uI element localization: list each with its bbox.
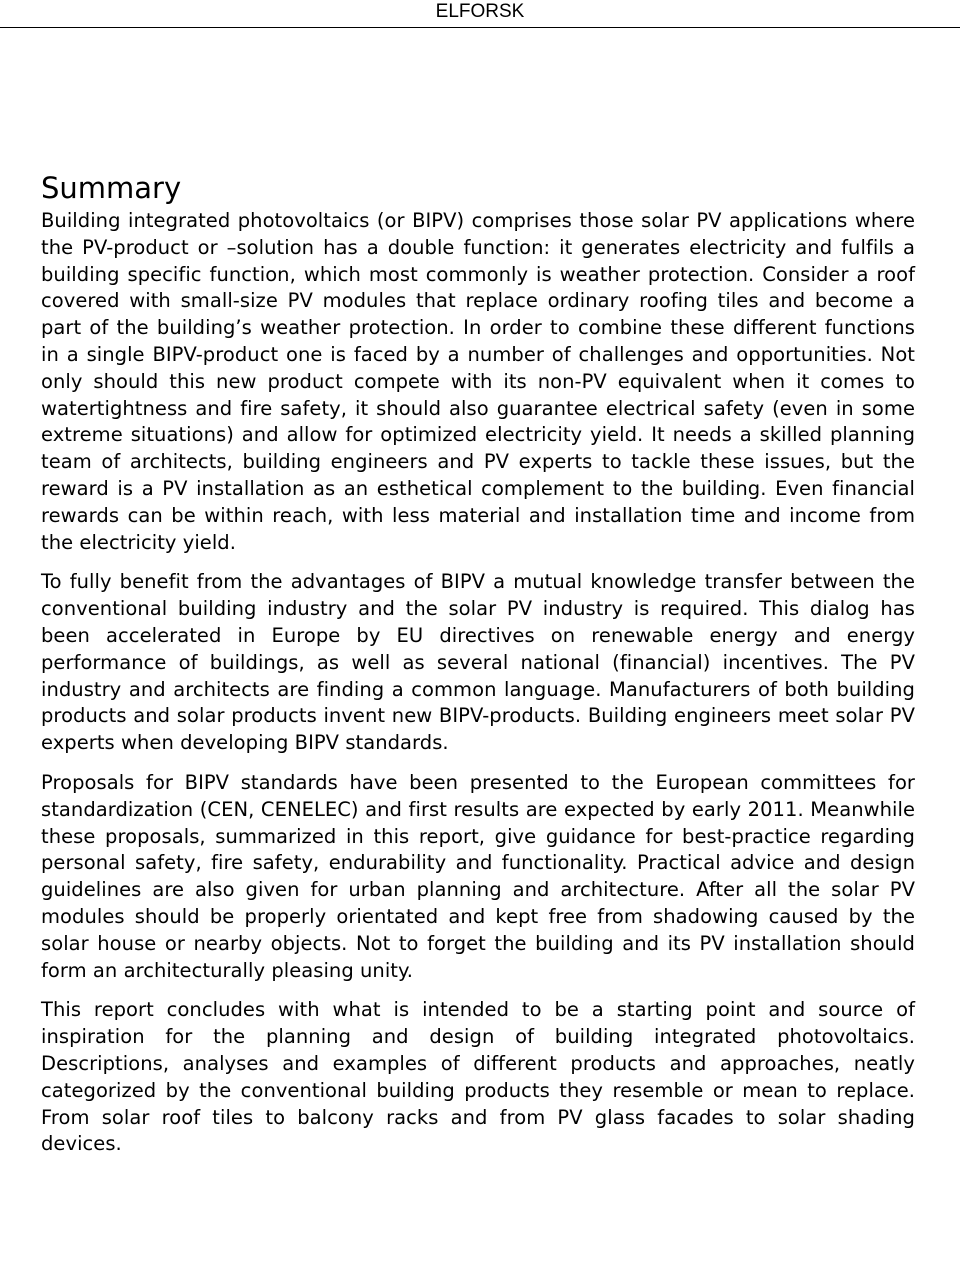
paragraph-3: Proposals for BIPV standards have been presented to the European committees for standardization (CEN, CENELEC) and first results are expected by early 2011. Meanwhile these proposals, summarized in this report, give guidance for best-practice regarding personal safety, fire safety, endurability and functionality. Practical advice and design guidelines are also given for urban planning and architecture. After all the solar PV modules should be properly orientated and kept free from shadowing caused by the solar house or nearby objects. Not to forget the building and its PV installation should form an architecturally pleasing unity. bbox=[41, 770, 915, 982]
paragraph-4: This report concludes with what is intended to be a starting point and source of inspiration for the planning and design of building integrated photovoltaics. Descriptions, analyses and examples of different products and approaches, neatly categorized by the conventional building products they resemble or mean to replace. From solar roof tiles to balcony racks and from PV glass facades to solar shading devices. bbox=[41, 998, 915, 1156]
section-title: Summary bbox=[41, 171, 182, 205]
page-header bbox=[0, 0, 960, 28]
paragraph-1: Building integrated photovoltaics (or BIPV) comprises those solar PV applications where the PV-product or –solution has a double function: it generates electricity and fulfils a building specific function, which most commonly is weather protection. Consider a roof covered with small-size PV modules that replace ordinary roofing tiles and become a part of the building’s weather protection. In order to combine these different functions in a single BIPV-product one is faced by a number of challenges and opportunities. Not only should this new product compete with its non-PV equivalent when it comes to watertightness and fire safety, it should also guarantee electrical safety (even in some extreme situations) and allow for optimized electricity yield. It needs a skilled planning team of architects, building engineers and PV experts to tackle these issues, but the reward is a PV installation as an esthetical complement to the building. Even financial rewards can be within reach, with less material and installation time and income from the electricity yield. bbox=[41, 209, 915, 554]
header-title: ELFORSK bbox=[435, 1, 525, 22]
paragraph-2: To fully benefit from the advantages of BIPV a mutual knowledge transfer between the conventional building industry and the solar PV industry is required. This dialog has been accelerated in Europe by EU directives on renewable energy and energy performance of buildings, as well as several national (financial) incentives. The PV industry and architects are finding a common language. Manufacturers of both building products and solar products invent new BIPV-products. Building engineers meet solar PV experts when developing BIPV standards. bbox=[41, 570, 915, 755]
summary-section bbox=[41, 168, 915, 1171]
